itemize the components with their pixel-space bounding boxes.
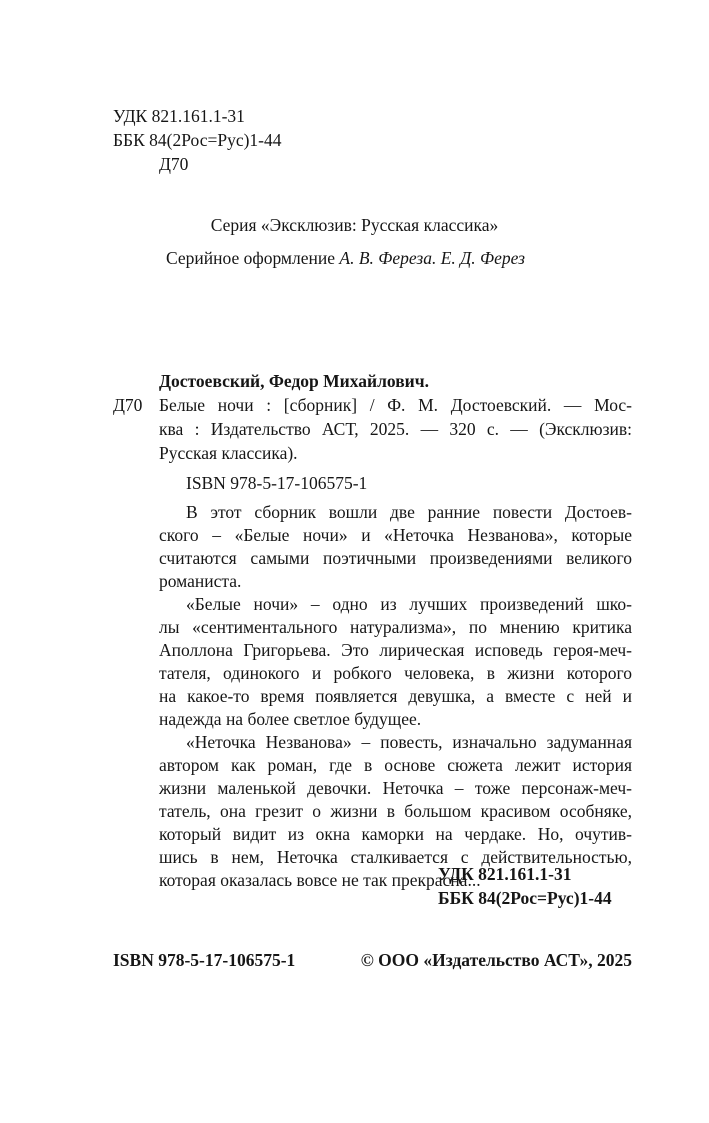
annotation-line: «Неточка Незванова» – повесть, изначально задуманная [186,732,632,752]
annotation-line: Аполлона Григорьева. Это лирическая исповедь героя-меч- [159,640,632,660]
annotation-line: тателя, одинокого и робкого человека, в жизни которого [159,663,632,683]
footer-copyright: © ООО «Издательство АСТ», 2025 [360,950,632,970]
annotation-line: романиста. [159,571,242,591]
annotation-line: «Белые ночи» – одно из лучших произведений шко- [186,594,632,614]
annotation-line: считаются самыми поэтичными произведениями великого [159,548,632,568]
annotation-line: надежда на более светлое будущее. [159,709,422,729]
bbk-code-bottom: ББК 84(2Рос=Рус)1-44 [438,888,612,908]
annotation-line: на какое-то время появляется девушка, а вместе с ней и [159,686,632,706]
annotation-line: ского – «Белые ночи» и «Неточка Незванова», которые [159,525,632,545]
series-design-credit [166,247,525,270]
bibliographic-author-mark: Д70 [113,395,143,415]
annotation-line: шись в нем, Неточка сталкивается с действительностью, [159,847,632,867]
annotation-line: который видит из окна каморки на чердаке. Но, очутив- [159,824,632,844]
annotation-line: автором как роман, где в основе сюжета лежит история [159,755,632,775]
bibliographic-line: Русская классика). [159,443,298,463]
design-credit-prefix: Серийное оформление [166,248,340,268]
udk-code-top: УДК 821.161.1-31 [113,106,245,126]
series-title: Серия «Эксклюзив: Русская классика» [210,215,499,235]
udk-code-bottom: УДК 821.161.1-31 [438,864,572,884]
bibliographic-author: Достоевский, Федор Михайлович. [159,371,430,391]
annotation-line: которая оказалась вовсе не так прекрасна... [159,870,481,890]
annotation-line: жизни маленькой девочки. Неточка – тоже персонаж-меч- [159,778,632,798]
bibliographic-line: ква : Издательство АСТ, 2025. — 320 с. — (Эксклюзив: [159,419,632,439]
annotation-line: В этот сборник вошли две ранние повести Достоев- [186,502,632,522]
bbk-code-top: ББК 84(2Рос=Рус)1-44 [113,130,282,150]
annotation-line: лы «сентиментального натурализма», по мнению критика [159,617,632,637]
bibliographic-line: Белые ночи : [сборник] / Ф. М. Достоевский. — Мос- [159,395,632,415]
design-credit-names: А. В. Фереза. Е. Д. Ферез [339,248,526,268]
author-mark-top: Д70 [159,154,189,174]
bibliographic-isbn: ISBN 978-5-17-106575-1 [186,473,368,493]
annotation-line: татель, она грезит о жизни в большом красивом особняке, [159,801,632,821]
footer-isbn: ISBN 978-5-17-106575-1 [113,950,296,970]
